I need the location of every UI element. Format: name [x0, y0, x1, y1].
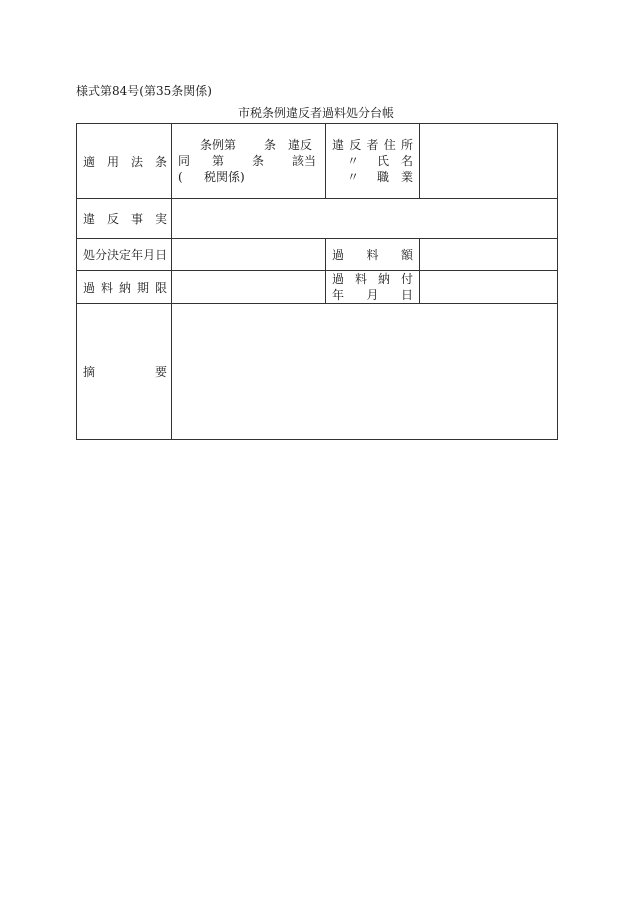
violator-info-value	[420, 124, 558, 199]
decision-date-label: 処 分 決 定 年 月 日	[83, 248, 168, 262]
violator-name-row	[332, 153, 413, 169]
statute-same: 同	[178, 154, 191, 168]
fine-amount-value	[420, 239, 558, 271]
applied-law-label: 適 用 法 条	[83, 154, 167, 169]
payment-deadline-value	[172, 271, 326, 304]
statute-violation: 違反	[287, 138, 312, 152]
payment-date-ymd	[332, 287, 413, 303]
ledger-table	[76, 123, 558, 440]
violation-facts-label-cell	[77, 199, 172, 239]
statute-line-1	[178, 137, 325, 153]
statute-cell	[172, 124, 326, 199]
statute-line-2	[178, 153, 325, 169]
statute-paren-open: (	[178, 170, 183, 184]
decision-date-value	[172, 239, 326, 271]
violation-facts-value	[172, 199, 558, 239]
violator-labels-cell	[326, 124, 420, 199]
payment-deadline-label-cell	[77, 271, 172, 304]
violator-occupation-label: 職 業	[377, 170, 413, 184]
row-violation-facts	[77, 199, 558, 239]
payment-date-label-cell	[326, 271, 420, 304]
day-label: 日	[400, 288, 413, 302]
document-title: 市税条例違反者過料処分台帳	[237, 106, 394, 120]
form-number: 様式第84号(第35条関係)	[76, 84, 212, 98]
fine-amount-label: 過 料 額	[332, 247, 413, 262]
ditto-mark: 〃	[346, 170, 359, 184]
row-decision-date	[77, 239, 558, 271]
violator-occupation-row	[332, 169, 413, 185]
statute-article: 条	[252, 154, 265, 168]
statute-tax-related: 税関係)	[204, 170, 245, 184]
payment-deadline-label: 過 料 納 期 限	[83, 280, 167, 295]
statute-number: 第	[212, 154, 225, 168]
payment-date-label: 過 料 納 付	[332, 272, 413, 286]
row-applied-law	[77, 124, 558, 199]
year-label: 年	[332, 288, 345, 302]
payment-date-value	[420, 271, 558, 304]
summary-label: 摘 要	[83, 365, 167, 379]
row-payment-deadline	[77, 271, 558, 304]
violation-facts-label: 違 反 事 実	[83, 212, 167, 226]
row-summary	[77, 304, 558, 440]
statute-ordinance-article: 条例第	[200, 138, 237, 152]
fine-amount-label-cell	[326, 239, 420, 271]
applied-law-label-cell	[77, 124, 172, 199]
statute-line-3	[178, 169, 325, 185]
summary-value	[172, 304, 558, 440]
ditto-mark: 〃	[346, 154, 359, 168]
statute-applicable: 該当	[292, 154, 317, 168]
decision-date-label-cell	[77, 239, 172, 271]
violator-address-label: 違 反 者 住 所	[332, 138, 413, 152]
summary-label-cell	[77, 304, 172, 440]
statute-article-suffix: 条	[263, 138, 276, 152]
month-label: 月	[366, 288, 379, 302]
violator-name-label: 氏 名	[377, 154, 413, 168]
